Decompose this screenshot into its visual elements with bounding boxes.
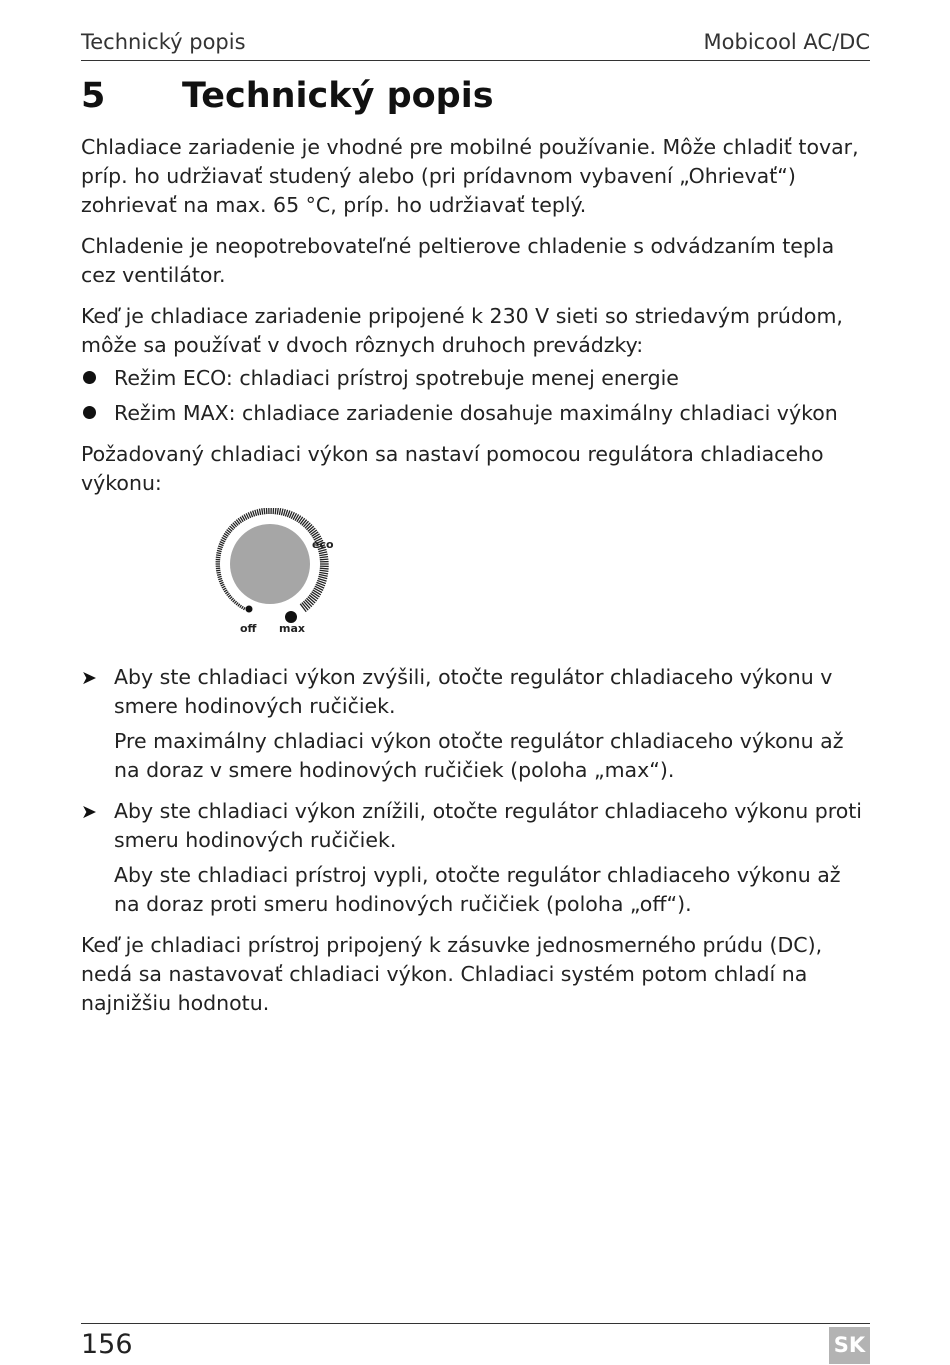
document-page	[81, 0, 870, 1365]
dial-scale-tick	[217, 572, 221, 573]
paragraph-dial-intro: Požadovaný chladiaci výkon sa nastaví pomocou regulátora chladiaceho výkonu:	[81, 442, 824, 495]
list-item	[81, 364, 870, 393]
dial-scale-tick	[216, 570, 220, 571]
dial-scale-tick	[320, 568, 329, 569]
dial-scale-tick	[234, 601, 236, 603]
dial-scale-tick	[262, 508, 263, 514]
chapter-number: 5	[81, 76, 106, 116]
dial-scale-tick	[218, 576, 222, 577]
dial-scale-tick	[220, 582, 224, 583]
dial-scale-tick	[216, 555, 221, 556]
dial-knob	[230, 524, 310, 604]
dial-scale-tick	[227, 593, 230, 595]
dial-scale-tick	[217, 574, 221, 575]
dial-scale-tick	[285, 510, 287, 517]
dial-scale-tick	[216, 553, 221, 554]
dial-scale-tick	[218, 578, 222, 579]
dial-scale-tick	[240, 605, 242, 608]
step-decrease-text: Aby ste chladiaci výkon znížili, otočte regulátor chladiaceho výkonu proti smeru hodinových ručičiek.	[114, 799, 862, 852]
chapter-title: Technický popis	[182, 76, 494, 116]
dial-scale-tick	[224, 590, 227, 592]
bullet-max-text: Režim MAX: chladiace zariadenie dosahuje maximálny chladiaci výkon	[114, 401, 838, 425]
dial-scale-tick	[277, 508, 278, 515]
header-product-name: Mobicool AC/DC	[703, 30, 870, 54]
dial-scale-tick	[281, 509, 283, 516]
dial-scale-tick	[228, 595, 231, 597]
dial-scale-tick	[221, 584, 225, 586]
dial-scale-tick	[248, 512, 250, 518]
dial-scale-tick	[319, 552, 327, 554]
dial-scale-tick	[219, 544, 224, 546]
off-position-marker	[246, 606, 253, 613]
page-number: 156	[81, 1329, 133, 1360]
chapter-body	[81, 133, 870, 1030]
paragraph-operating-modes: Keď je chladiace zariadenie pripojené k 230 V sieti so striedavým prúdom, môže sa používať v dvoch rôznych druhoch prevádzky:	[81, 304, 843, 357]
thermostat-dial-figure	[81, 508, 870, 643]
list-item	[81, 399, 870, 428]
dial-scale-tick	[319, 574, 328, 576]
dial-scale-tick	[219, 580, 223, 581]
dial-scale-tick	[230, 597, 233, 599]
dial-scale-tick	[319, 572, 328, 573]
paragraph-dc-operation: Keď je chladiaci prístroj pripojený k zásuvke jednosmerného prúdu (DC), nedá sa nastavovať chladiaci výkon. Chladiaci systém potom chladí na najnižšiu hodnotu.	[81, 933, 823, 1015]
paragraph-intro: Chladiace zariadenie je vhodné pre mobilné používanie. Môže chladiť tovar, príp. ho udržiavať studený alebo (pri prídavnom vybavení „Ohrievať“) zohrievať na max. 65 °C, príp. ho udržiavať teplý.	[81, 135, 859, 217]
dial-scale-tick	[320, 559, 329, 560]
dial-scale-tick	[264, 508, 265, 514]
mode-list	[81, 364, 870, 428]
step-decrease-note: Aby ste chladiaci prístroj vypli, otočte regulátor chladiaceho výkonu až na doraz proti smeru hodinových ručičiek (poloha „off“).	[114, 863, 841, 916]
thermostat-dial-icon	[211, 508, 351, 643]
dial-scale-tick	[218, 548, 223, 549]
dial-scale-tick	[255, 510, 257, 516]
dial-scale-tick	[244, 607, 246, 610]
dial-scale-tick	[253, 511, 255, 517]
dial-scale-tick	[236, 603, 238, 605]
dial-scale-tick	[222, 537, 226, 539]
dial-scale-tick	[279, 508, 280, 515]
instruction-step	[81, 797, 870, 919]
dial-scale-tick	[320, 570, 329, 571]
dial-scale-tick	[231, 598, 233, 600]
paragraph-cooling-type: Chladenie je neopotrebovateľné peltierove chladenie s odvádzaním tepla cez ventilátor.	[81, 234, 835, 287]
dial-scale-tick	[319, 554, 327, 555]
dial-scale-tick	[222, 586, 225, 588]
dial-scale-tick	[216, 557, 221, 558]
bullet-dot-icon	[83, 406, 96, 419]
bullet-eco-text: Režim ECO: chladiaci prístroj spotrebuje menej energie	[114, 366, 679, 390]
dial-label-off: off	[240, 622, 257, 635]
chapter-heading	[81, 76, 494, 116]
language-badge: SK	[829, 1327, 870, 1364]
dial-scale-tick	[220, 542, 225, 544]
dial-scale-tick	[250, 511, 252, 517]
header-section-title: Technický popis	[81, 30, 246, 54]
bullet-dot-icon	[83, 371, 96, 384]
dial-scale-tick	[320, 557, 328, 558]
dial-scale-tick	[275, 508, 276, 514]
dial-scale-tick	[259, 509, 260, 515]
dial-scale-tick	[233, 600, 235, 602]
dial-label-eco: eco	[312, 538, 334, 551]
dial-scale-tick	[238, 604, 240, 607]
dial-scale-tick	[217, 550, 222, 551]
dial-scale-tick	[312, 592, 320, 597]
dial-scale-tick	[283, 509, 285, 516]
dial-label-max: max	[279, 622, 305, 635]
running-header	[81, 28, 870, 61]
dial-scale-tick	[218, 546, 223, 548]
dial-scale-tick	[225, 592, 228, 594]
instruction-step	[81, 663, 870, 785]
step-arrow-icon: ➤	[81, 667, 97, 689]
step-increase-text: Aby ste chladiaci výkon zvýšili, otočte regulátor chladiaceho výkonu v smere hodinových ručičiek.	[114, 665, 833, 718]
dial-scale-tick	[242, 606, 244, 609]
step-increase-note: Pre maximálny chladiaci výkon otočte regulátor chladiaceho výkonu až na doraz v smere hodinových ručičiek (poloha „max“).	[114, 729, 844, 782]
step-arrow-icon: ➤	[81, 801, 97, 823]
dial-scale-tick	[223, 588, 226, 590]
dial-scale-tick	[221, 540, 226, 542]
dial-scale-tick	[257, 509, 258, 515]
page-footer	[81, 1323, 870, 1360]
